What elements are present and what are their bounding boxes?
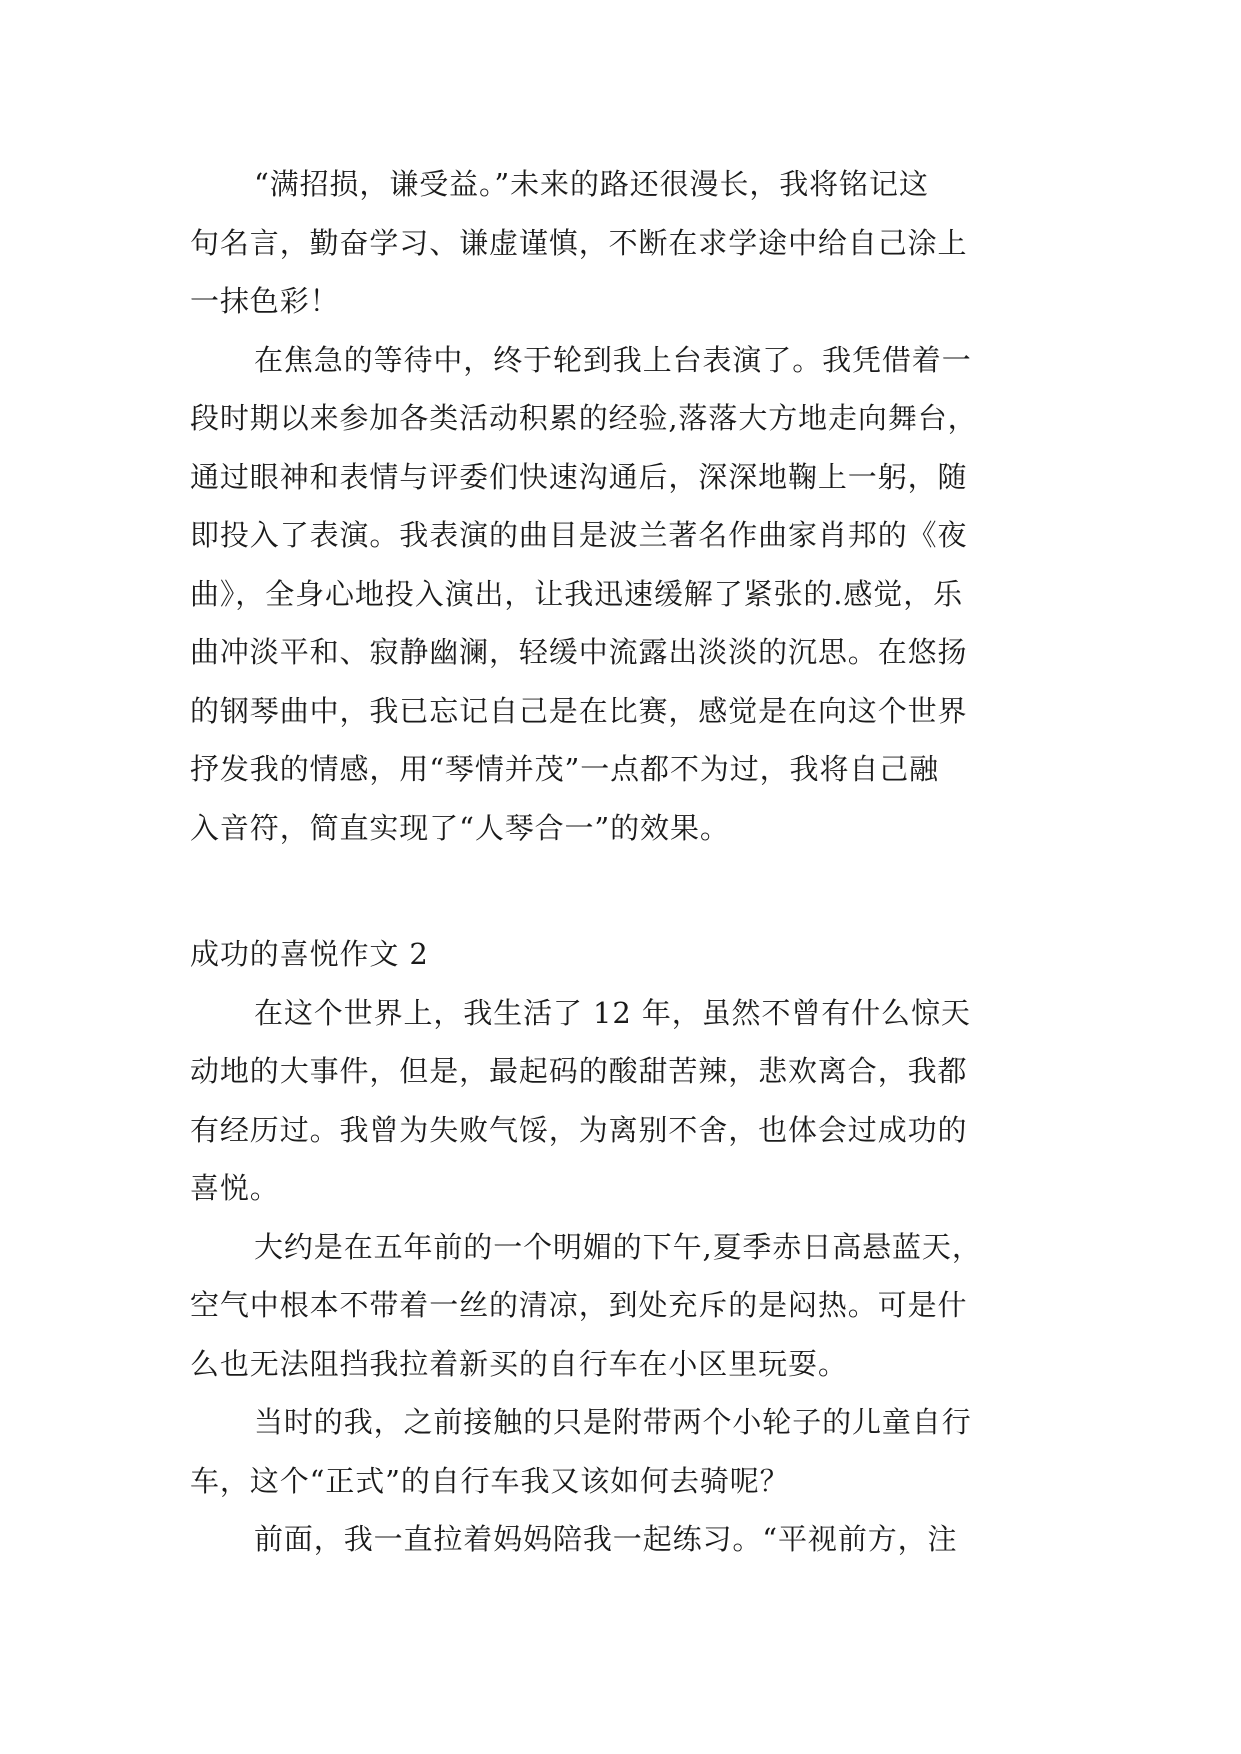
text-line: 曲冲淡平和、寂静幽澜，轻缓中流露出淡淡的沉思。在悠扬	[190, 635, 968, 669]
text-line: 句名言，勤奋学习、谦虚谨慎，不断在求学途中给自己涂上	[190, 225, 968, 260]
text-line: 么也无法阻挡我拉着新买的自行车在小区里玩耍。	[190, 1346, 848, 1381]
document-page	[190, 155, 1045, 1569]
paragraph	[190, 984, 1045, 1218]
paragraph	[190, 331, 1045, 858]
text-line: 入音符，简直实现了“人琴合一”的效果。	[190, 810, 730, 845]
text-line: 车，这个“正式”的自行车我又该如何去骑呢？	[190, 1463, 790, 1498]
text-line: 前面，我一直拉着妈妈陪我一起练习。“平视前方，注	[254, 1522, 958, 1556]
paragraph	[190, 1393, 1045, 1510]
text-line: 在焦急的等待中，终于轮到我上台表演了。我凭借着一	[254, 342, 972, 377]
text-line: 段时期以来参加各类活动积累的经验,落落大方地走向舞台，	[190, 401, 978, 435]
text-line: 动地的大事件，但是，最起码的酸甜苦辣，悲欢离合，我都	[190, 1054, 968, 1088]
text-line: 在这个世界上，我生活了 12 年，虽然不曾有什么惊天	[254, 995, 971, 1030]
text-line: 有经历过。我曾为失败气馁，为离别不舍，也体会过成功的	[190, 1112, 968, 1147]
text-line: 的钢琴曲中，我已忘记自己是在比赛，感觉是在向这个世界	[190, 693, 968, 728]
text-line: 抒发我的情感，用“琴情并茂”一点都不为过，我将自己融	[190, 752, 940, 786]
section-heading: 成功的喜悦作文 2	[190, 937, 429, 971]
text-line: 空气中根本不带着一丝的清凉，到处充斥的是闷热。可是什	[190, 1288, 968, 1322]
text-line: 即投入了表演。我表演的曲目是波兰著名作曲家肖邦的《夜	[190, 518, 968, 552]
text-line: 当时的我，之前接触的只是附带两个小轮子的儿童自行	[254, 1405, 972, 1439]
text-line: 通过眼神和表情与评委们快速沟通后，深深地鞠上一躬，随	[190, 459, 968, 494]
text-line: 大约是在五年前的一个明媚的下午,夏季赤日高悬蓝天，	[254, 1229, 982, 1264]
text-line: 喜悦。	[190, 1171, 280, 1205]
paragraph	[190, 1218, 1045, 1394]
text-line: 一抹色彩！	[190, 284, 340, 318]
section-spacer	[190, 857, 1045, 925]
paragraph	[190, 1510, 1045, 1569]
paragraph	[190, 155, 1045, 331]
text-line: “满招损，谦受益。”未来的路还很漫长，我将铭记这	[254, 167, 929, 201]
text-line: 曲》，全身心地投入演出，让我迅速缓解了紧张的.感觉，乐	[190, 576, 964, 611]
